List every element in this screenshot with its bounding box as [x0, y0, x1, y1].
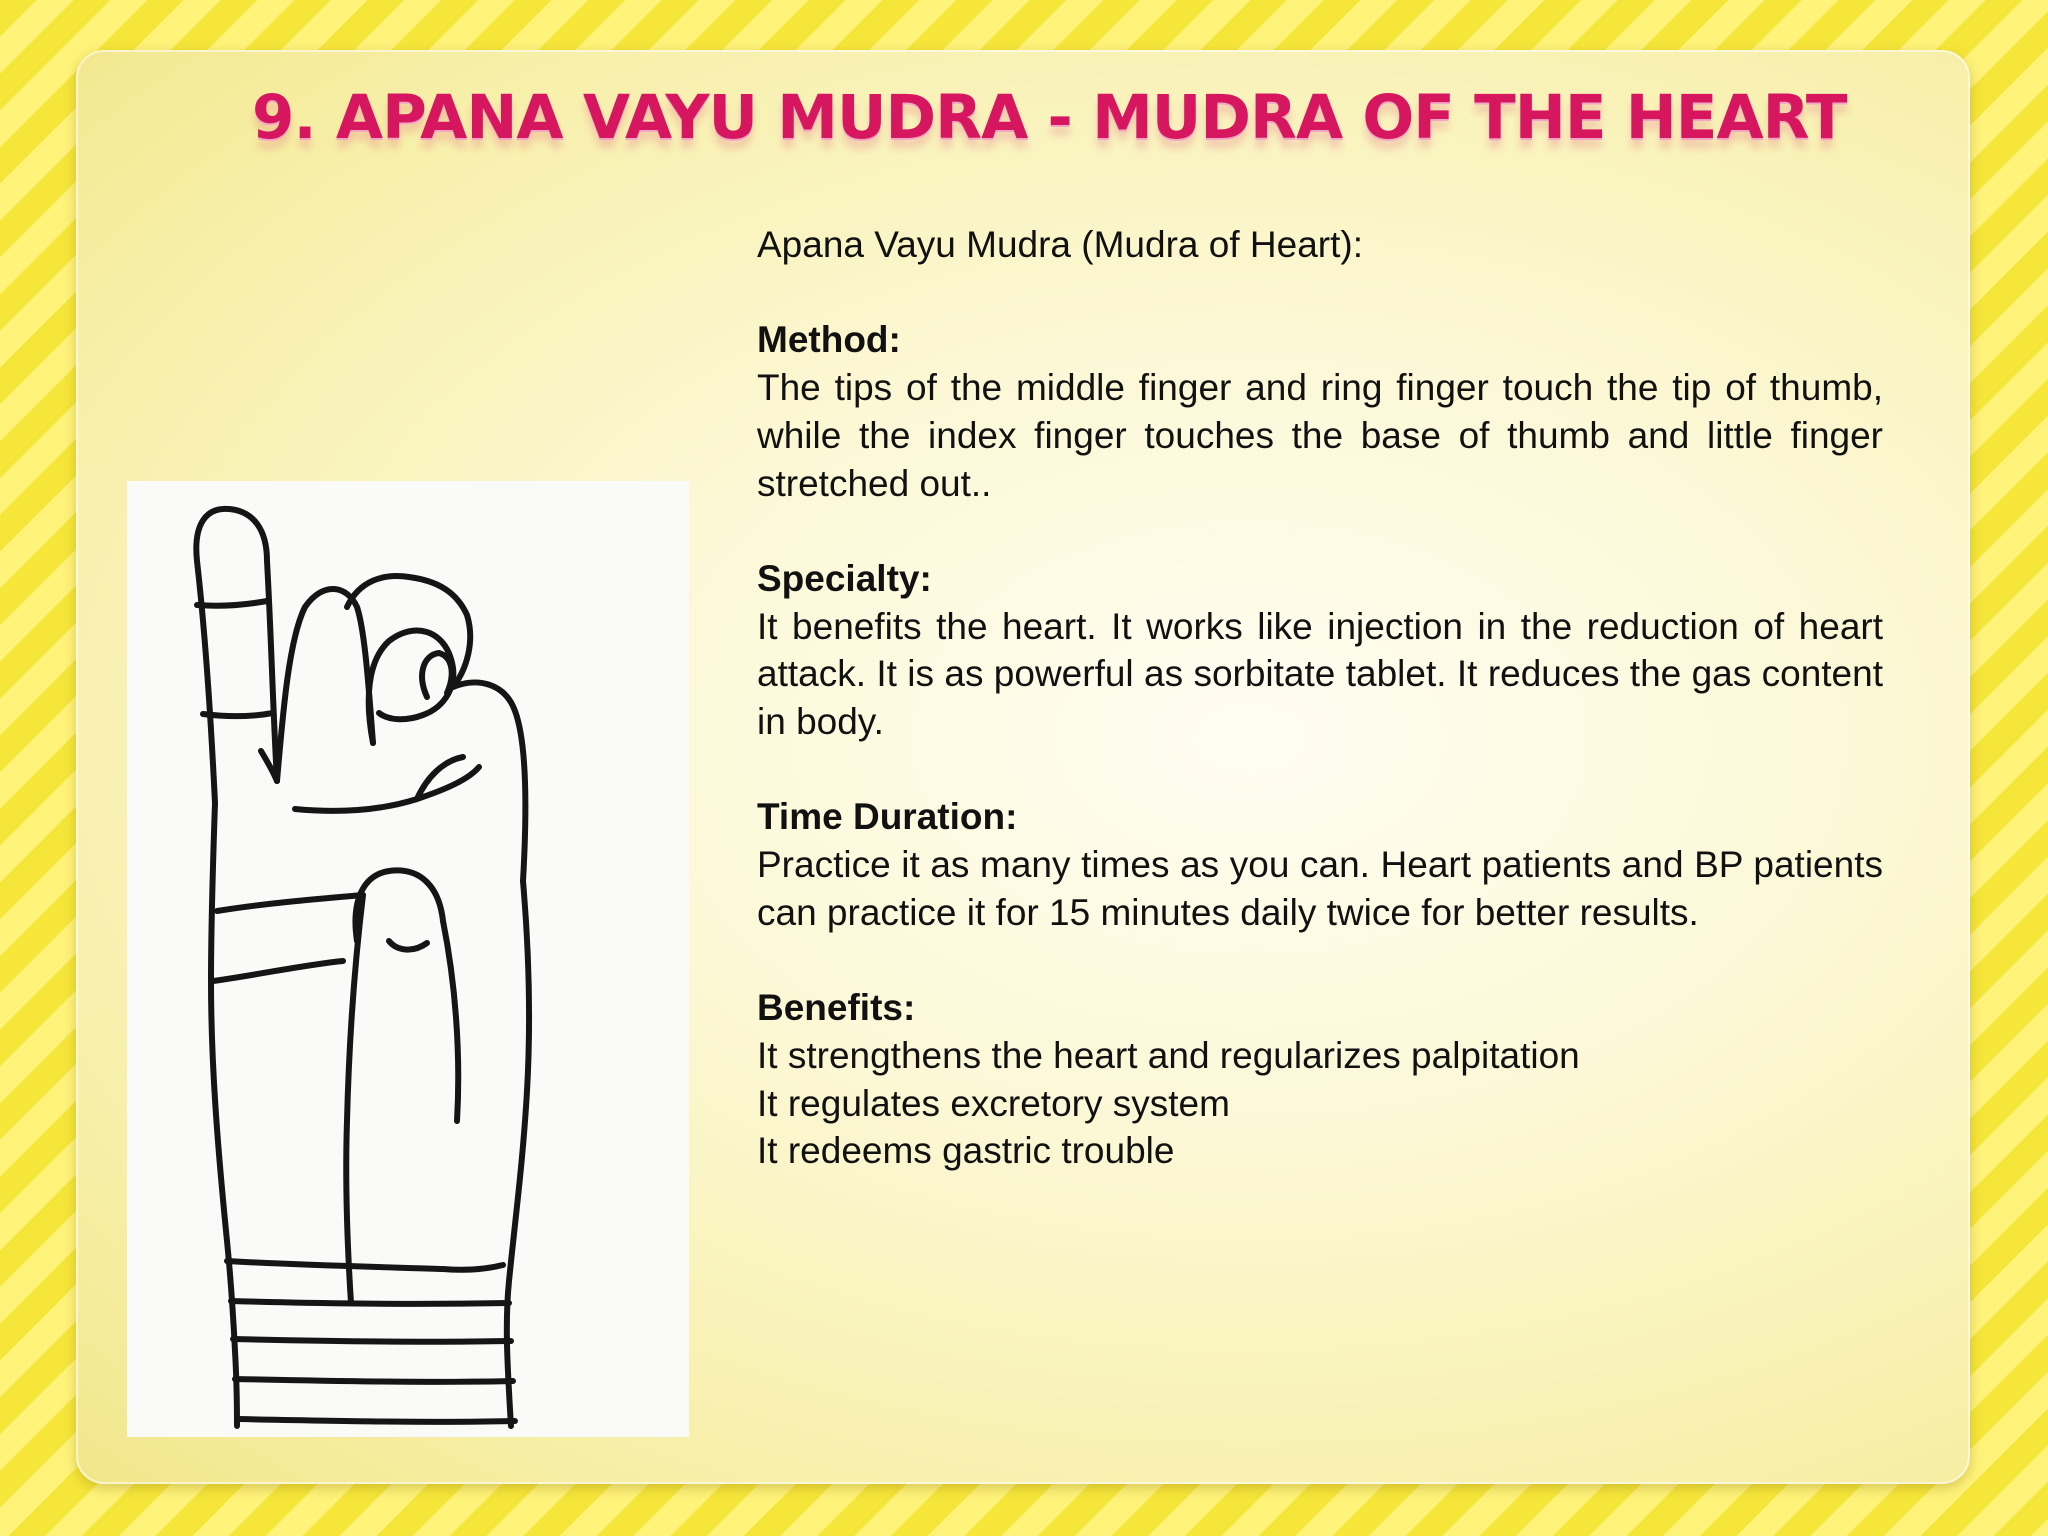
palm-right-edge [507, 881, 529, 1426]
wrist-line-4 [235, 1379, 513, 1382]
index-finger-crease-top [197, 601, 267, 606]
benefit-item: It strengthens the heart and regularizes palpitation [757, 1034, 1580, 1076]
specialty-text: It benefits the heart. It works like injection in the reduction of heart attack. It is as powerful as sorbitate tablet. It reduces the gas content in body. [757, 605, 1883, 742]
finger-base-line [295, 767, 479, 811]
palm-crease-vertical [346, 895, 363, 1303]
time-duration-heading: Time Duration: [757, 796, 1018, 838]
slide-content [757, 221, 1883, 1175]
index-finger-crease-bottom [203, 713, 273, 716]
middle-finger-outline [277, 589, 373, 781]
method-text: The tips of the middle finger and ring finger touch the tip of thumb, while the index finger touches the base of thumb and little finger stretched out.. [757, 367, 1883, 504]
benefits-heading: Benefits: [757, 987, 916, 1029]
thumb-nail [422, 653, 452, 697]
wrist-line-1 [227, 1261, 503, 1270]
intro-line: Apana Vayu Mudra (Mudra of Heart): [757, 224, 1363, 265]
benefit-item: It regulates excretory system [757, 1082, 1230, 1124]
hand-drawing [127, 481, 689, 1437]
specialty-heading: Specialty: [757, 557, 932, 599]
thumb-tip-outline [369, 631, 454, 743]
slide-title: 9. APANA VAYU MUDRA - MUDRA OF THE HEART [252, 82, 1847, 153]
thumb-mount [443, 921, 458, 1121]
spacer [757, 937, 1883, 985]
spacer [757, 507, 1883, 555]
time-duration-text: Practice it as many times as you can. Heart patients and BP patients can practice it for 15 minutes daily twice for better results. [757, 844, 1883, 933]
spacer [757, 269, 1883, 317]
method-heading: Method: [757, 319, 901, 361]
wrist-line-2 [231, 1301, 509, 1304]
thumb-crease [389, 941, 427, 950]
spacer [757, 746, 1883, 794]
hand-mudra-illustration [127, 481, 689, 1437]
thumb-base-outline [355, 870, 443, 941]
benefit-item: It redeems gastric trouble [757, 1130, 1175, 1172]
wrist-line-5 [237, 1419, 515, 1422]
palm-crease-middle [213, 961, 343, 981]
wrist-line-3 [233, 1339, 511, 1342]
palm-crease-upper [217, 895, 363, 911]
palm-left-edge [211, 803, 237, 1426]
